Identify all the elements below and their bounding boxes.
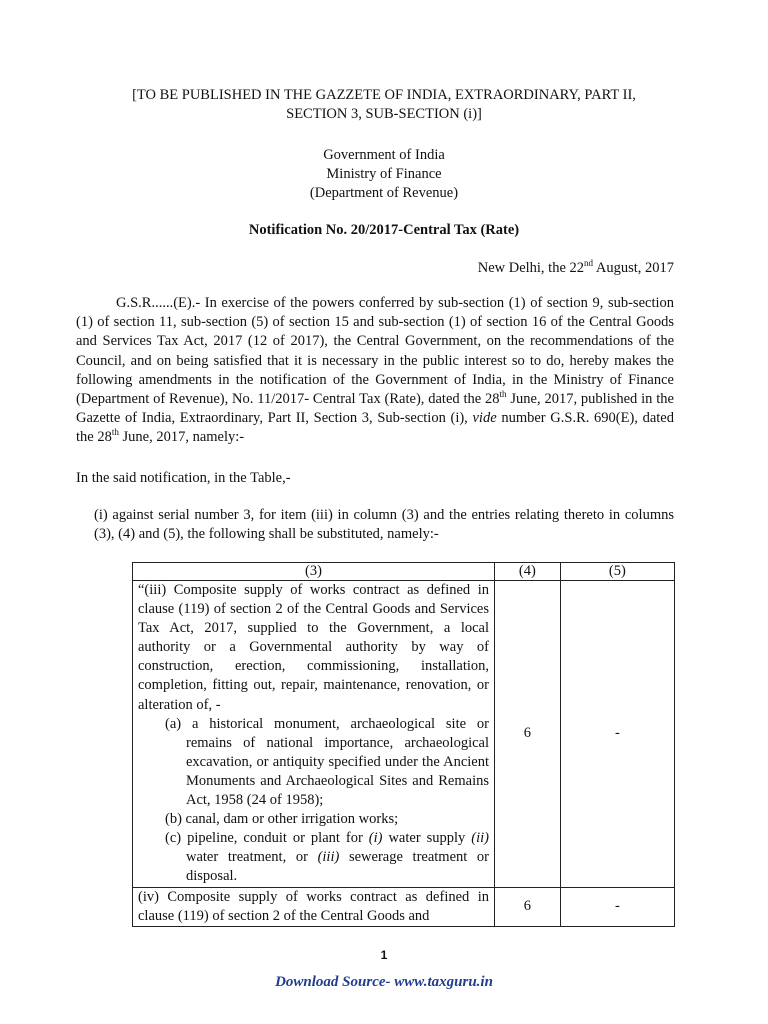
row1-item-c-ii: (ii) bbox=[471, 830, 489, 847]
row1-item-c-pre: (c) pipeline, conduit or plant for bbox=[165, 830, 369, 847]
government-block bbox=[0, 146, 768, 203]
row1-item-c-post: sewerage treatment or disposal. bbox=[186, 849, 490, 885]
table-header-row bbox=[133, 563, 675, 581]
gazette-header-line2: SECTION 3, SUB-SECTION (i)] bbox=[286, 106, 482, 122]
government-line: Government of India bbox=[323, 147, 445, 163]
row1-description bbox=[133, 581, 495, 888]
row1-intro: “(iii) Composite supply of works contract as defined in clause (119) of section 2 of the Central Goods and Services Tax Act, 2017, supplied to the Government, a local authority or a Governmental authority by way of construction, erection, commissioning, installation, completion, fitting out, repair, maintenance, renovation, or alteration of, - bbox=[138, 582, 489, 713]
date-suffix: August, 2017 bbox=[593, 260, 674, 276]
table-row bbox=[133, 581, 675, 888]
preamble-paragraph bbox=[76, 294, 674, 448]
row1-item-c-iii: (iii) bbox=[317, 849, 340, 866]
row1-rate: 6 bbox=[495, 581, 561, 888]
gazette-header-line1: [TO BE PUBLISHED IN THE GAZZETE OF INDIA, EXTRAORDINARY, PART II, bbox=[132, 87, 636, 103]
notification-title: Notification No. 20/2017-Central Tax (Rate) bbox=[248, 222, 520, 238]
amendment-item-1: (i) against serial number 3, for item (iii) in column (3) and the entries relating thereto in columns (3), (4) and (5), the following shall be substituted, namely:- bbox=[94, 507, 674, 543]
row1-item-c-i: (i) bbox=[368, 830, 383, 847]
date-superscript: nd bbox=[584, 258, 594, 269]
notification-date bbox=[478, 260, 674, 277]
table-header-col3: (3) bbox=[133, 563, 495, 581]
preamble-text-a: G.S.R......(E).- In exercise of the powers conferred by sub-section (1) of section 9, sub-section (1) of section 11, sub-section (5) of section 15 and sub-section (1) of section 16 of the Central Goods and Services Tax Act, 2017 (12 of 2017), the Central Government, on the recommendations of the Council, and on being satisfied that it is necessary in the public interest so to do, hereby makes the following amendments in the notification of the Government of India, in the Ministry of Finance (Department of Revenue), No. 11/2017- Central Tax (Rate), dated the 28 bbox=[76, 295, 674, 408]
table-header-col4: (4) bbox=[495, 563, 561, 581]
row1-item-b: (b) canal, dam or other irrigation works; bbox=[165, 811, 399, 828]
date-prefix: New Delhi, the 22 bbox=[477, 260, 585, 276]
preamble-text-d: June, 2017, namely:- bbox=[118, 429, 245, 446]
page-number: 1 bbox=[380, 948, 388, 962]
table-row bbox=[133, 887, 675, 926]
row2-description: (iv) Composite supply of works contract as defined in clause (119) of section 2 of the Central Goods and bbox=[133, 887, 495, 926]
row1-item-c-mid2: water treatment, or bbox=[186, 849, 318, 866]
row2-condition: - bbox=[560, 887, 674, 926]
gazette-header bbox=[90, 86, 678, 124]
preamble-sup1: th bbox=[499, 389, 507, 400]
amendment-table bbox=[132, 562, 675, 927]
row1-item-a: (a) a historical monument, archaeological site or remains of national importance, archaeological excavation, or antiquity specified under the Ancient Monuments and Archaeological Sites and Remains Act, 1958 (24 of 1958); bbox=[165, 715, 489, 809]
said-notification-line: In the said notification, in the Table,- bbox=[76, 470, 291, 486]
preamble-sup2: th bbox=[111, 427, 119, 438]
table-header-col5: (5) bbox=[560, 563, 674, 581]
preamble-text-c: number G.S.R. 690(E), dated the 28 bbox=[76, 410, 674, 446]
row1-condition: - bbox=[560, 581, 674, 888]
department-line: (Department of Revenue) bbox=[309, 185, 459, 201]
download-source-footer: Download Source- www.taxguru.in bbox=[275, 974, 493, 990]
preamble-text-b: June, 2017, published in the Gazette of India, Extraordinary, Part II, Section 3, Sub-section (i), bbox=[76, 391, 674, 427]
row1-item-c bbox=[162, 829, 489, 886]
preamble-vide: vide bbox=[472, 410, 497, 427]
row1-item-c-mid1: water supply bbox=[382, 830, 472, 847]
ministry-line: Ministry of Finance bbox=[326, 166, 442, 182]
row2-rate: 6 bbox=[495, 887, 561, 926]
